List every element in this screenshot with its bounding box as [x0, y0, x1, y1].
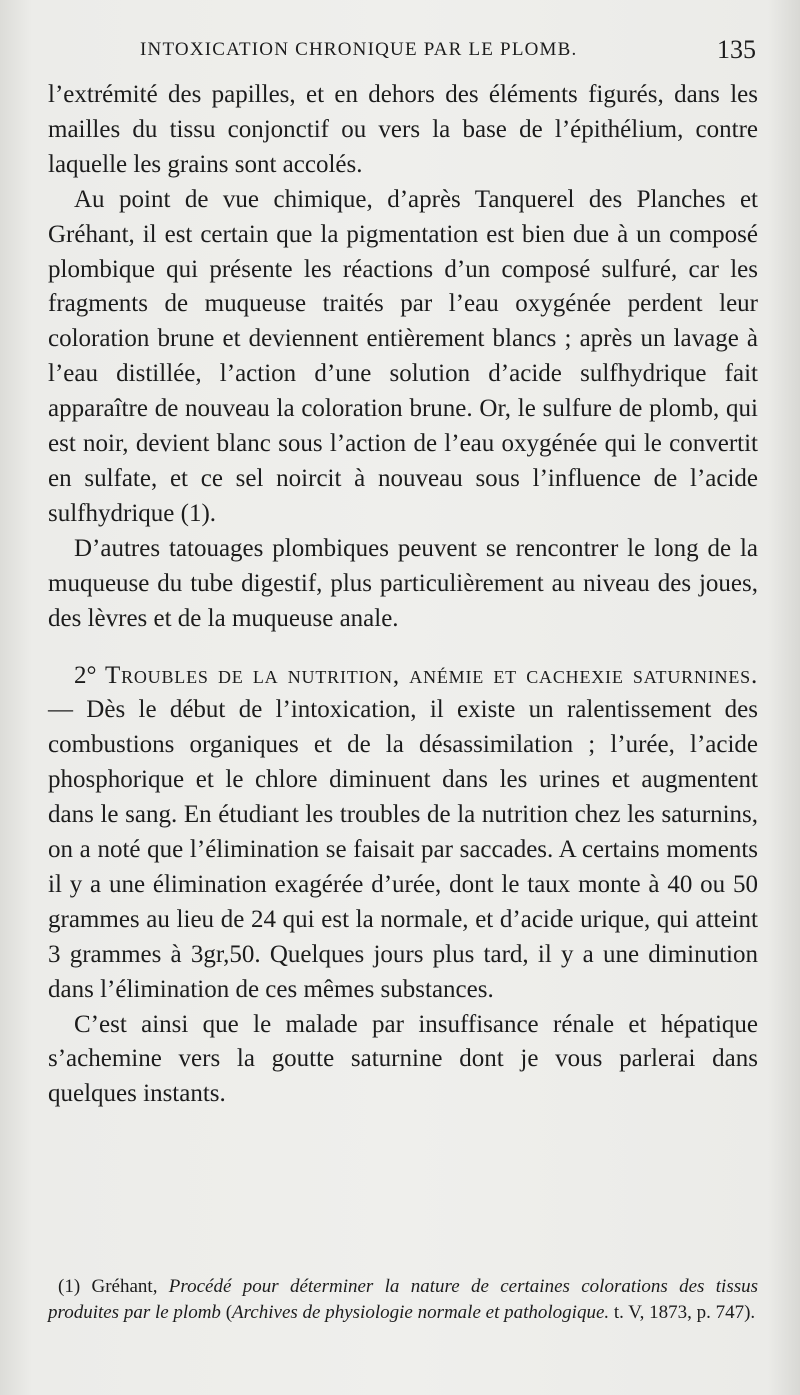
- section-body: — Dès le début de l’intoxication, il existe un ralentissement des combustions organiques et de la désassimilation ; l’urée, l’acide phosphorique et le chlore diminuent dans les urines et augmentent dans le sang. En étudiant les troubles de la nutrition chez les saturnins, on a noté que l’élimination se faisait par saccades. A certains moments il y a une élimination exagérée d’urée, dont le taux monte à 40 ou 50 grammes au lieu de 24 qui est la normale, et d’acide urique, qui atteint 3 grammes à 3gr,50. Quelques jours plus tard, il y a une diminution dans l’élimination de ces mêmes substances.: [48, 696, 758, 1003]
- footnote-marker: (1): [58, 1276, 81, 1297]
- footnote-paren: (: [225, 1302, 233, 1323]
- section-heading: Troubles de la nutrition, anémie et cachexie saturnines.: [105, 661, 758, 689]
- paragraph-3: D’autres tatouages plombiques peuvent se rencontrer le long de la muqueuse du tube digestif, plus particulièrement au niveau des joues, des lèvres et de la muqueuse anale.: [48, 534, 758, 632]
- footnote-title: Procédé pour déterminer la nature de certaines colorations des tissus produites par le plomb: [48, 1276, 759, 1323]
- footnote: [48, 1274, 758, 1326]
- footnote-details: t. V, 1873, p. 747).: [609, 1302, 756, 1323]
- body-text: [48, 78, 758, 1112]
- paragraph-5: C’est ainsi que le malade par insuffisance rénale et hépatique s’achemine vers la goutte saturnine dont je vous parlerai dans quelques instants.: [48, 1010, 758, 1108]
- paragraph-1: l’extrémité des papilles, et en dehors des éléments figurés, dans les mailles du tissu conjonctif ou vers la base de l’épithélium, contre laquelle les grains sont accolés.: [48, 81, 758, 178]
- running-title: INTOXICATION CHRONIQUE PAR LE PLOMB.: [140, 39, 578, 60]
- page-header: [140, 30, 756, 70]
- footnote-journal: Archives de physiologie normale et pathologique.: [232, 1302, 610, 1323]
- paragraph-2: Au point de vue chimique, d’après Tanquerel des Planches et Gréhant, il est certain que la pigmentation est bien due à un composé plombique qui présente les réactions d’un composé sulfuré, car les fragments de muqueuse traités par l’eau oxygénée perdent leur coloration brune et deviennent entièrement blancs ; après un lavage à l’eau distillée, l’action d’une solution d’acide sulfhydrique fait apparaître de nouveau la coloration brune. Or, le sulfure de plomb, qui est noir, devient blanc sous l’action de l’eau oxygénée qui le convertit en sulfate, et ce sel noircit à nouveau sous l’influence de l’acide sulfhydrique (1).: [48, 185, 758, 527]
- footnote-author: Gréhant,: [91, 1276, 158, 1297]
- page-number: 135: [717, 35, 756, 64]
- section-paragraph: [48, 659, 758, 1008]
- section-number: 2°: [74, 661, 97, 689]
